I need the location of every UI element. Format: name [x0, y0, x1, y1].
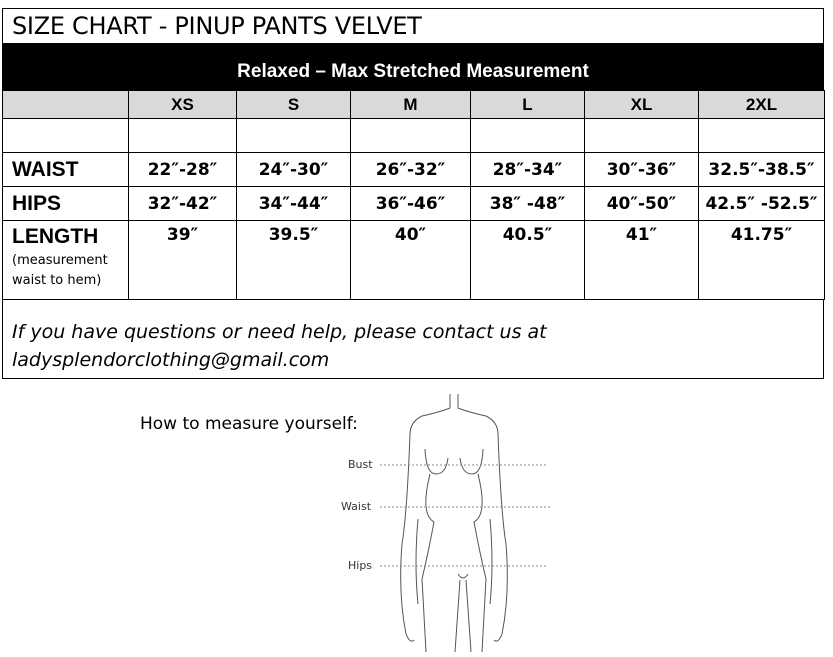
- row-label: WAIST: [3, 153, 129, 187]
- waist-row: [3, 153, 825, 187]
- contact-note: [2, 300, 824, 379]
- table-cell: 42.5″ -52.5″: [699, 187, 825, 221]
- size-2xl: 2XL: [699, 91, 825, 119]
- row-label: LENGTH: [12, 225, 99, 248]
- size-m: M: [351, 91, 471, 119]
- empty-row: [3, 119, 825, 153]
- size-xl: XL: [585, 91, 699, 119]
- chart-title: SIZE CHART - PINUP PANTS VELVET: [2, 8, 824, 43]
- table-cell: 41″: [585, 221, 699, 300]
- table-cell: 30″-36″: [585, 153, 699, 187]
- table-cell: 26″-32″: [351, 153, 471, 187]
- hips-row: [3, 187, 825, 221]
- body-outline-icon: [340, 394, 560, 652]
- table-cell: 36″-46″: [351, 187, 471, 221]
- table-cell: 32.5″-38.5″: [699, 153, 825, 187]
- row-sublabel: (measurement waist to hem): [12, 253, 108, 288]
- size-chart: [2, 8, 824, 379]
- contact-email[interactable]: ladysplendorclothing@gmail.com: [12, 349, 330, 371]
- table-cell: 28″-34″: [471, 153, 585, 187]
- table-cell: 32″-42″: [129, 187, 237, 221]
- table-cell: 34″-44″: [237, 187, 351, 221]
- table-cell: 39.5″: [237, 221, 351, 300]
- table-cell: 22″-28″: [129, 153, 237, 187]
- contact-line: If you have questions or need help, please contact us at: [12, 321, 547, 343]
- measure-heading: How to measure yourself:: [140, 414, 358, 434]
- waist-label: Waist: [341, 500, 372, 513]
- empty-cell: [129, 119, 237, 153]
- header-corner: [3, 91, 129, 119]
- length-row: [3, 221, 825, 300]
- empty-cell: [3, 119, 129, 153]
- measurement-band: Relaxed – Max Stretched Measurement: [2, 43, 824, 90]
- empty-cell: [237, 119, 351, 153]
- empty-cell: [351, 119, 471, 153]
- size-xs: XS: [129, 91, 237, 119]
- hips-label: Hips: [348, 559, 373, 572]
- size-header-row: [3, 91, 825, 119]
- bust-label: Bust: [348, 458, 373, 471]
- empty-cell: [699, 119, 825, 153]
- table-cell: 41.75″: [699, 221, 825, 300]
- body-figure: [340, 394, 560, 652]
- table-cell: 40″: [351, 221, 471, 300]
- row-label: HIPS: [3, 187, 129, 221]
- table-cell: 24″-30″: [237, 153, 351, 187]
- size-table: [2, 90, 825, 300]
- row-label-length: [3, 221, 129, 300]
- size-s: S: [237, 91, 351, 119]
- table-cell: 38″ -48″: [471, 187, 585, 221]
- empty-cell: [585, 119, 699, 153]
- size-l: L: [471, 91, 585, 119]
- empty-cell: [471, 119, 585, 153]
- table-cell: 40″-50″: [585, 187, 699, 221]
- table-cell: 39″: [129, 221, 237, 300]
- table-cell: 40.5″: [471, 221, 585, 300]
